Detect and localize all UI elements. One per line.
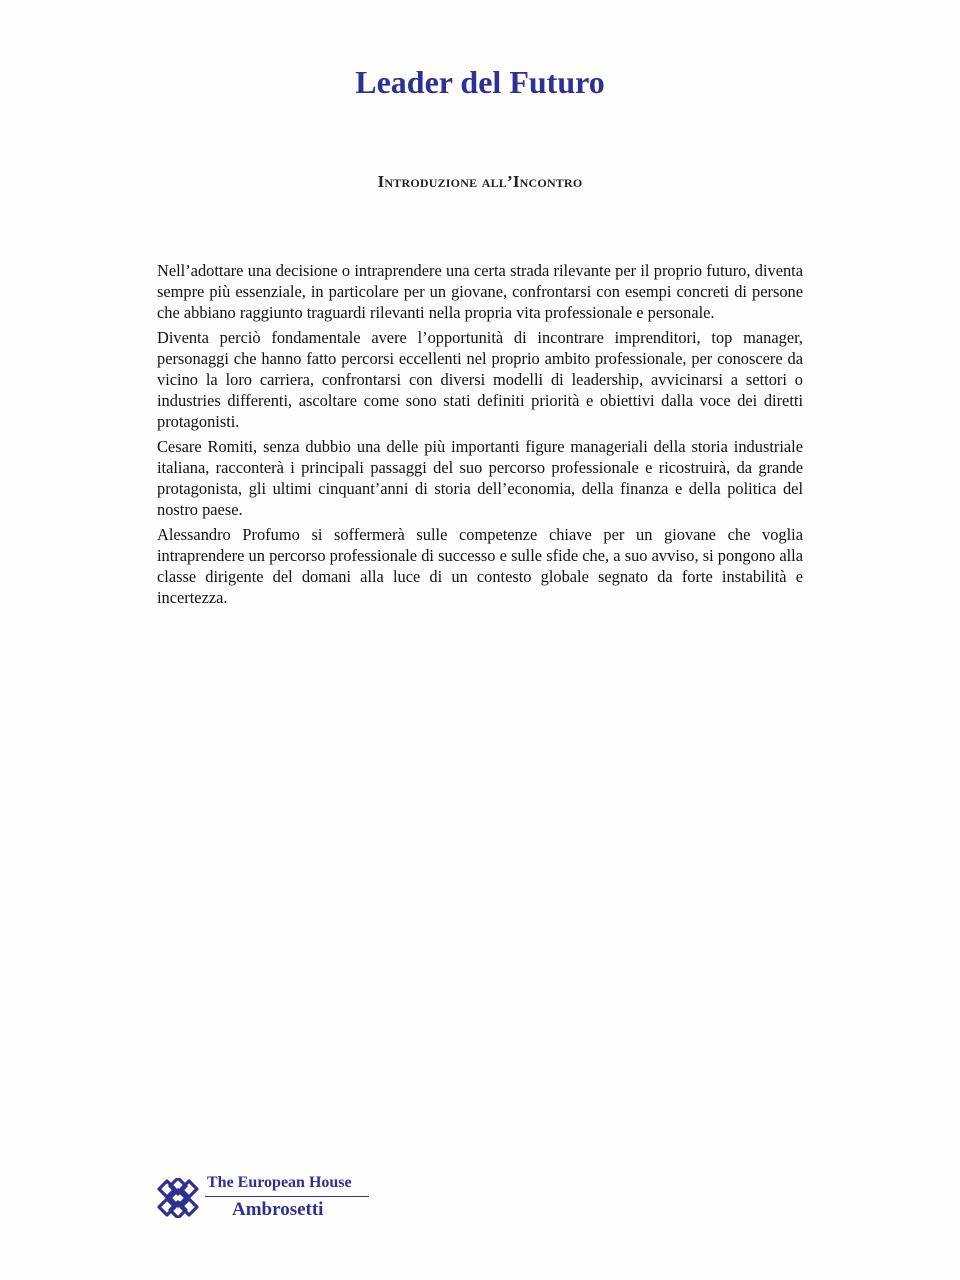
paragraph-4: Alessandro Profumo si soffermerà sulle competenze chiave per un giovane che voglia intraprendere un percorso professionale di successo e sulle sfide che, a suo avviso, si pongono alla classe dirigente del domani alla luce di un contesto globale segnato da forte instabilità e incertezza. [157, 525, 803, 607]
section-subtitle: Introduzione all’Incontro [377, 172, 583, 191]
company-logo [155, 1172, 375, 1222]
paragraph-1: Nell’adottare una decisione o intraprendere una certa strada rilevante per il proprio futuro, diventa sempre più essenziale, in particolare per un giovane, confrontarsi con esempi concreti di persone che abbiano raggiunto traguardi rilevanti nella propria vita professionale e personale. [157, 261, 803, 322]
paragraph-2: Diventa perciò fondamentale avere l’opportunità di incontrare imprenditori, top manager, personaggi che hanno fatto percorsi eccellenti nel proprio ambito professionale, per conoscere da vicino la loro carriera, confrontarsi con diversi modelli di leadership, avvicinarsi a settori o industries differenti, ascoltare come sono stati definiti priorità e obiettivi dalla voce dei diretti protagonisti. [157, 328, 803, 431]
logo-text-top: The European House [207, 1174, 352, 1191]
body-text [157, 260, 803, 612]
ambrosetti-logo-icon [155, 1178, 201, 1218]
logo-text-bottom: Ambrosetti [232, 1199, 324, 1220]
page-title: Leader del Futuro [355, 64, 605, 100]
logo-divider [205, 1196, 369, 1197]
paragraph-3: Cesare Romiti, senza dubbio una delle più importanti figure manageriali della storia industriale italiana, racconterà i principali passaggi del suo percorso professionale e ricostruirà, da grande protagonista, gli ultimi cinquant’anni di storia dell’economia, della finanza e della politica del nostro paese. [157, 437, 803, 519]
